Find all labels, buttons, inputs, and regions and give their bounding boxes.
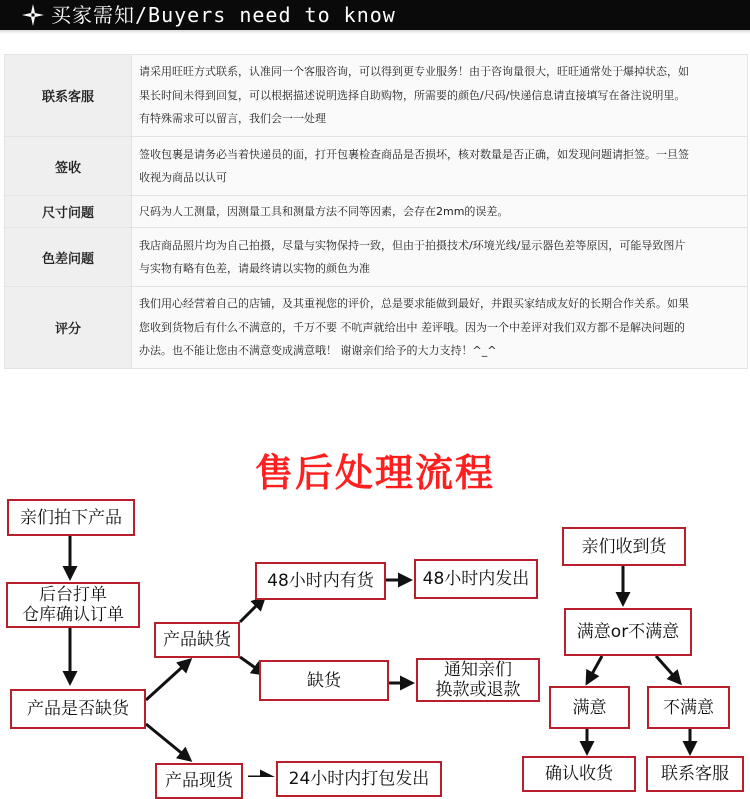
row-label: 尺寸问题 bbox=[5, 196, 132, 228]
text-line: 请采用旺旺方式联系，认准同一个客服咨询，可以得到更专业服务！由于咨询量很大，旺旺通常处于爆掉状态，如 bbox=[139, 65, 689, 79]
box-ship-in-24h: 24小时内打包发出 bbox=[276, 761, 442, 797]
text-line: 办法。也不能让您由不满意变成满意哦！ 谢谢亲们给予的大力支持！^_^ bbox=[139, 344, 497, 358]
box-stock-check: 产品是否缺货 bbox=[10, 689, 146, 729]
arrow-to-satisfied bbox=[587, 656, 602, 683]
text-line: 有特殊需求可以留言，我们会一一处理 bbox=[139, 112, 326, 126]
box-satisfied-or-not: 满意or不满意 bbox=[564, 608, 692, 656]
row-label: 色差问题 bbox=[5, 228, 132, 287]
text-line: 签收包裹是请务必当着快递员的面，打开包裹检查商品是否损坏，核对数量是否正确，如发现问题请拒签。一旦签 bbox=[139, 147, 689, 161]
box-placed-order: 亲们拍下产品 bbox=[7, 499, 135, 536]
arrow-stock-check-to-out-of-stock bbox=[146, 660, 190, 700]
text-line: 果长时间未得到回复，可以根据描述说明选择自助购物，所需要的颜色/尺码/快递信息请直接填写在备注说明里。 bbox=[139, 88, 686, 102]
box-no-stock: 缺货 bbox=[259, 660, 389, 701]
box-notify-exchange-refund: 通知亲们 换款或退款 bbox=[416, 658, 540, 702]
text-line: 与实物有略有色差，请最终请以实物的颜色为准 bbox=[139, 262, 370, 275]
box-stock-in-48h: 48小时内有货 bbox=[255, 562, 386, 600]
text-line: 收视为商品以认可 bbox=[139, 171, 227, 184]
box-in-stock: 产品现货 bbox=[155, 763, 243, 799]
row-label: 签收 bbox=[5, 137, 132, 196]
row-label: 评分 bbox=[5, 287, 132, 369]
box-unsatisfied: 不满意 bbox=[647, 686, 730, 729]
box-ship-in-48h: 48小时内发出 bbox=[414, 559, 538, 599]
text-line: 我店商品照片均为自己拍摄，尽量与实物保持一致，但由于拍摄技术/环境光线/显示器色差等原因，可能导致图片 bbox=[139, 238, 686, 252]
box-out-of-stock: 产品缺货 bbox=[154, 622, 240, 658]
section-title: 买家需知/Buyers need to know bbox=[51, 3, 396, 27]
text-line: 尺码为人工测量，因测量工具和测量方法不同等因素，会存在2mm的误差。 bbox=[139, 204, 509, 218]
arrow-to-unsatisfied bbox=[656, 656, 680, 683]
text-line: 您收到货物后有什么不满意的，千万不要 不吭声就给出中 差评哦。因为一个中差评对我们双方都不是解决问题的 bbox=[139, 320, 685, 334]
arrow-out-of-stock-to-48h bbox=[240, 598, 264, 622]
box-confirm-receipt: 确认收货 bbox=[522, 756, 636, 792]
flowchart-title: 售后处理流程 bbox=[254, 451, 495, 495]
box-goods-received: 亲们收到货 bbox=[562, 527, 686, 566]
text-line: 我们用心经营着自己的店铺，及其重视您的评价，总是要求能做到最好，并跟买家结成友好的长期合作关系。如果 bbox=[139, 297, 689, 311]
box-backend-order: 后台打单 仓库确认订单 bbox=[6, 582, 140, 628]
box-satisfied: 满意 bbox=[549, 686, 630, 729]
row-label: 联系客服 bbox=[5, 55, 132, 137]
box-contact-service: 联系客服 bbox=[646, 756, 744, 792]
arrow-stock-check-to-in-stock bbox=[146, 724, 190, 760]
